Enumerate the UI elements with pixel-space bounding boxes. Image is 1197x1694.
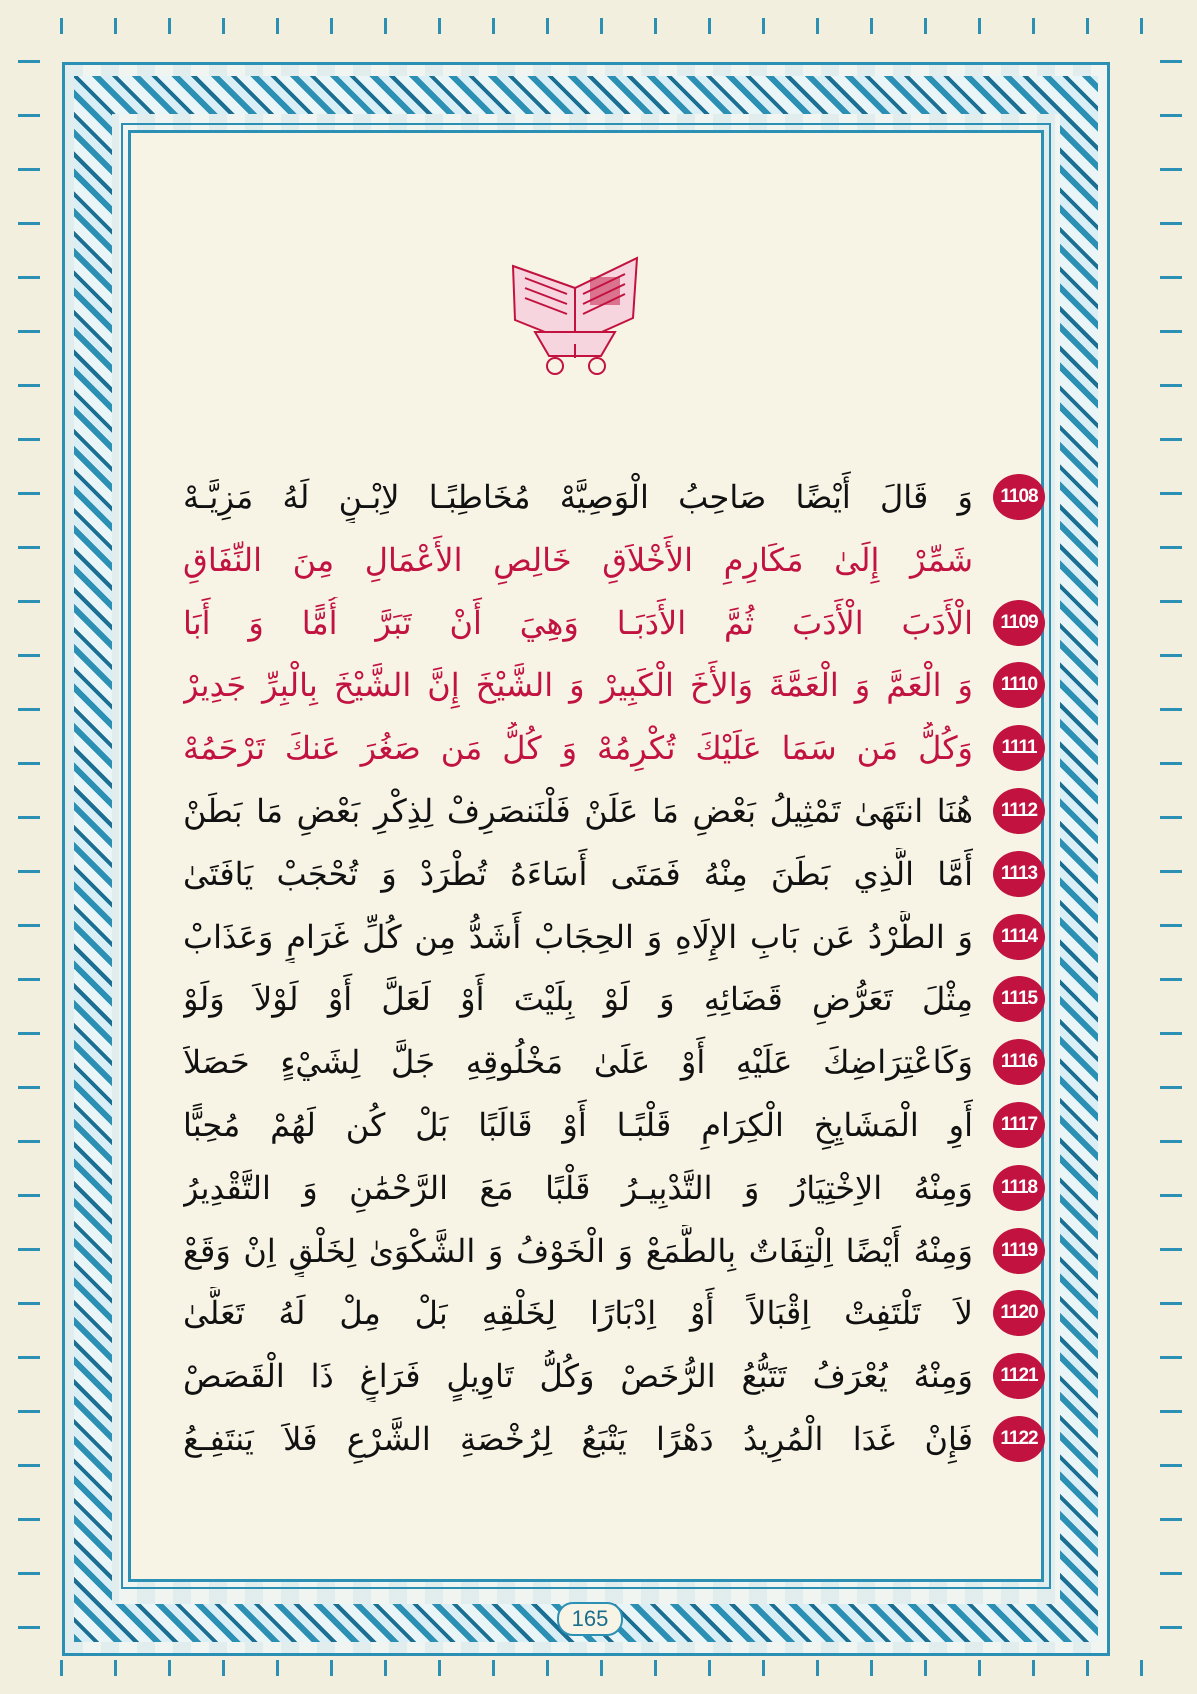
margin-tick (168, 1660, 171, 1676)
verse-number-badge: 1111 (993, 725, 1045, 771)
margin-tick (1140, 1660, 1143, 1676)
margin-tick (1160, 330, 1182, 333)
margin-tick (816, 18, 819, 34)
verse-text: وَ الْعَمَّ وَ الْعَمَّةَ وَالأَخَ الْكَبِيرْ وَ الشَّيْخَ إِنَّ الشَّيْخَ بِالْبِرِّ جَدِيرْ (183, 666, 973, 705)
margin-tick (18, 384, 40, 387)
verse-row (165, 848, 1045, 900)
verse-text: وَمِنْهُ أَيْضًا اِلْتِفَاتٌ بِالطَّمَعْ وَ الْخَوْفُ وَ الشَّكْوَىٰ لِخَلْقٍ اِنْ وَقَعْ (183, 1231, 973, 1270)
verse-text: وَكُلُّ مَن سَمَا عَلَيْكَ تُكْرِمُهْ وَ كُلُّ مَن صَغُرَ عَنكَ تَرْحَمُهْ (183, 729, 973, 768)
margin-tick (600, 1660, 603, 1676)
margin-tick (18, 1464, 40, 1467)
margin-tick (1160, 546, 1182, 549)
margin-tick (1160, 1140, 1182, 1143)
margin-tick (1160, 222, 1182, 225)
margin-tick (870, 1660, 873, 1676)
margin-tick (276, 18, 279, 34)
verse-text: هُنَا انتَهَىٰ تَمْثِيلُ بَعْضِ مَا عَلَنْ فَلْنَنصَرِفْ لِذِكْرِ بَعْضِ مَا بَطَنْ (183, 792, 973, 830)
verse-text: وَكَاعْتِرَاضِكَ عَلَيْهِ أَوْ عَلَىٰ مَخْلُوقِهِ جَلَّ لِشَيْءٍ حَصَلاَ (183, 1043, 973, 1082)
margin-tick (1160, 1572, 1182, 1575)
verse-row (165, 785, 1045, 837)
verse-number-badge: 1121 (993, 1353, 1045, 1399)
margin-tick (1160, 924, 1182, 927)
margin-tick (708, 1660, 711, 1676)
margin-tick (492, 18, 495, 34)
margin-tick (1032, 18, 1035, 34)
verse-number-badge: 1117 (993, 1102, 1045, 1148)
margin-tick (18, 1518, 40, 1521)
margin-tick (18, 708, 40, 711)
verse-number-badge: 1122 (993, 1416, 1045, 1462)
margin-tick (1160, 276, 1182, 279)
verse-text: فَإِنْ غَدَا الْمُرِيدُ دَهْرًا يَتْبَعُ لِرُخْصَةِ الشَّرْعِ فَلاَ يَنتَفِـعُ (183, 1420, 973, 1458)
verse-row (165, 722, 1045, 774)
margin-tick (1160, 1356, 1182, 1359)
margin-tick (18, 1194, 40, 1197)
margin-tick (1160, 384, 1182, 387)
margin-tick (18, 1032, 40, 1035)
verse-row (165, 1162, 1045, 1214)
margin-tick (546, 1660, 549, 1676)
margin-tick (330, 1660, 333, 1676)
margin-tick (384, 1660, 387, 1676)
margin-tick (438, 18, 441, 34)
margin-tick (1160, 870, 1182, 873)
margin-tick (384, 18, 387, 34)
margin-tick (18, 1410, 40, 1413)
margin-tick (18, 1626, 40, 1629)
margin-tick (1160, 438, 1182, 441)
margin-tick (18, 60, 40, 63)
margin-tick (18, 978, 40, 981)
verse-text: وَ الطَّرْدُ عَن بَابِ الإِلَاهِ وَ الحِجَابْ أَشَدُّ مِن كُلِّ غَرَامٍ وَعَذَابْ (183, 917, 973, 956)
margin-tick (60, 1660, 63, 1676)
margin-tick (1086, 18, 1089, 34)
margin-tick (114, 18, 117, 34)
margin-tick (18, 222, 40, 225)
margin-tick (1160, 1302, 1182, 1305)
margin-tick (762, 18, 765, 34)
verse-text: أَوِ الْمَشَايِخِ الْكِرَامِ قَلْبًـا أَوْ قَالَبًا بَلْ كُن لَهُمْ مُحِبًّا (183, 1106, 973, 1144)
quran-on-stand-icon (505, 248, 645, 380)
verse-number-badge: 1118 (993, 1165, 1045, 1211)
verse-number-badge: 1120 (993, 1290, 1045, 1336)
verse-row (165, 1350, 1045, 1402)
margin-tick (18, 1248, 40, 1251)
margin-tick (1160, 762, 1182, 765)
margin-tick (276, 1660, 279, 1676)
verse-number-badge: 1113 (993, 851, 1045, 897)
verse-row (165, 1287, 1045, 1339)
margin-tick (924, 1660, 927, 1676)
margin-tick (816, 1660, 819, 1676)
margin-tick (18, 492, 40, 495)
margin-tick (870, 18, 873, 34)
margin-tick (18, 276, 40, 279)
verse-text: شَمِّرْ إِلَىٰ مَكَارِمِ الأَخْلاَقِ خَالِصِ الأَعْمَالِ مِنَ النِّفَاقِ (183, 540, 973, 579)
margin-tick (18, 546, 40, 549)
margin-tick (18, 1356, 40, 1359)
margin-tick (978, 1660, 981, 1676)
margin-tick (1160, 600, 1182, 603)
margin-tick (1160, 708, 1182, 711)
verse-text: وَمِنْهُ يُعْرَفُ تَتَبُّعُ الرُّخَصْ وَكُلُّ تَاوِيلٍ فَرَاغٍ ذَا الْقَصَصْ (183, 1357, 973, 1396)
verse-row (165, 973, 1045, 1025)
verse-row (165, 1036, 1045, 1088)
margin-tick (18, 330, 40, 333)
verse-number-badge: 1116 (993, 1039, 1045, 1085)
margin-tick (18, 1140, 40, 1143)
margin-tick (600, 18, 603, 34)
margin-tick (978, 18, 981, 34)
verse-row (165, 597, 1045, 649)
verse-number-badge: 1109 (993, 600, 1045, 646)
verse-row (165, 911, 1045, 963)
margin-tick (1160, 816, 1182, 819)
verse-row (165, 1413, 1045, 1465)
margin-tick (18, 1086, 40, 1089)
margin-tick (1160, 1086, 1182, 1089)
margin-tick (1160, 168, 1182, 171)
verse-text: مِثْلَ تَعَرُّضٍ قَضَائِهِ وَ لَوْ بِلَيْتَ أَوْ لَعَلَّ أَوْ لَوْلاَ وَلَوْ (183, 980, 973, 1019)
margin-tick (1160, 114, 1182, 117)
verse-number-badge: 1110 (993, 662, 1045, 708)
margin-tick (1086, 1660, 1089, 1676)
margin-tick (1160, 60, 1182, 63)
margin-tick (1160, 978, 1182, 981)
margin-tick (654, 18, 657, 34)
margin-tick (1032, 1660, 1035, 1676)
verse-text: وَ قَالَ أَيْضًا صَاحِبُ الْوَصِيَّهْ مُخَاطِبًـا لاِبْـنٍ لَهُ مَزِيَّـهْ (183, 478, 973, 516)
margin-tick (18, 114, 40, 117)
margin-tick (1160, 492, 1182, 495)
margin-tick (18, 168, 40, 171)
margin-tick (1160, 1248, 1182, 1251)
margin-tick (18, 924, 40, 927)
verse-number-badge: 1112 (993, 788, 1045, 834)
margin-tick (18, 870, 40, 873)
margin-tick (546, 18, 549, 34)
verse-row (165, 471, 1045, 523)
margin-tick (1160, 1194, 1182, 1197)
margin-tick (1140, 18, 1143, 34)
verse-row (165, 659, 1045, 711)
margin-tick (18, 816, 40, 819)
verse-text: لاَ تَلْتَفِتْ اِقْبَالاً أَوْ اِدْبَارًا لِخَلْقِهِ بَلْ مِلْ لَهُ تَعَلَّىٰ (183, 1294, 973, 1333)
verse-number-badge: 1115 (993, 976, 1045, 1022)
page-number: 165 (557, 1602, 623, 1636)
verse-row (165, 1099, 1045, 1151)
margin-tick (18, 600, 40, 603)
verse-row (165, 1225, 1045, 1277)
margin-tick (18, 1302, 40, 1305)
verse-text: أَمَّا الَّذِي بَطَنَ مِنْهُ فَمَتَى أَسَاءَهُ تُطْرَدْ وَ تُحْجَبْ يَافَتَىٰ (183, 854, 973, 893)
margin-tick (114, 1660, 117, 1676)
margin-tick (924, 18, 927, 34)
verse-number-badge: 1119 (993, 1228, 1045, 1274)
margin-tick (18, 762, 40, 765)
margin-tick (438, 1660, 441, 1676)
margin-tick (1160, 654, 1182, 657)
verse-continuation-row (165, 534, 1045, 586)
verse-text: وَمِنْهُ الاِخْتِيَارُ وَ التَّدْبِيـرُ قَلْبًا مَعَ الرَّحْمَٰنِ وَ التَّقْدِيرُ (183, 1168, 973, 1207)
margin-tick (168, 18, 171, 34)
margin-tick (18, 438, 40, 441)
margin-tick (492, 1660, 495, 1676)
margin-tick (60, 18, 63, 34)
margin-tick (330, 18, 333, 34)
margin-tick (222, 18, 225, 34)
margin-tick (708, 18, 711, 34)
margin-tick (1160, 1032, 1182, 1035)
margin-tick (18, 654, 40, 657)
margin-tick (18, 1572, 40, 1575)
verse-text: الْأَدَبَ الْأَدَبَ ثُمَّ الأَدَبَـا وَهِيَ أَنْ تَبَرَّ أُمًّا وَ أَبَا (183, 603, 973, 642)
verse-number-badge: 1108 (993, 474, 1045, 520)
margin-tick (1160, 1464, 1182, 1467)
margin-tick (1160, 1410, 1182, 1413)
margin-tick (222, 1660, 225, 1676)
margin-tick (1160, 1626, 1182, 1629)
margin-tick (1160, 1518, 1182, 1521)
margin-tick (654, 1660, 657, 1676)
verse-number-badge: 1114 (993, 914, 1045, 960)
margin-tick (762, 1660, 765, 1676)
